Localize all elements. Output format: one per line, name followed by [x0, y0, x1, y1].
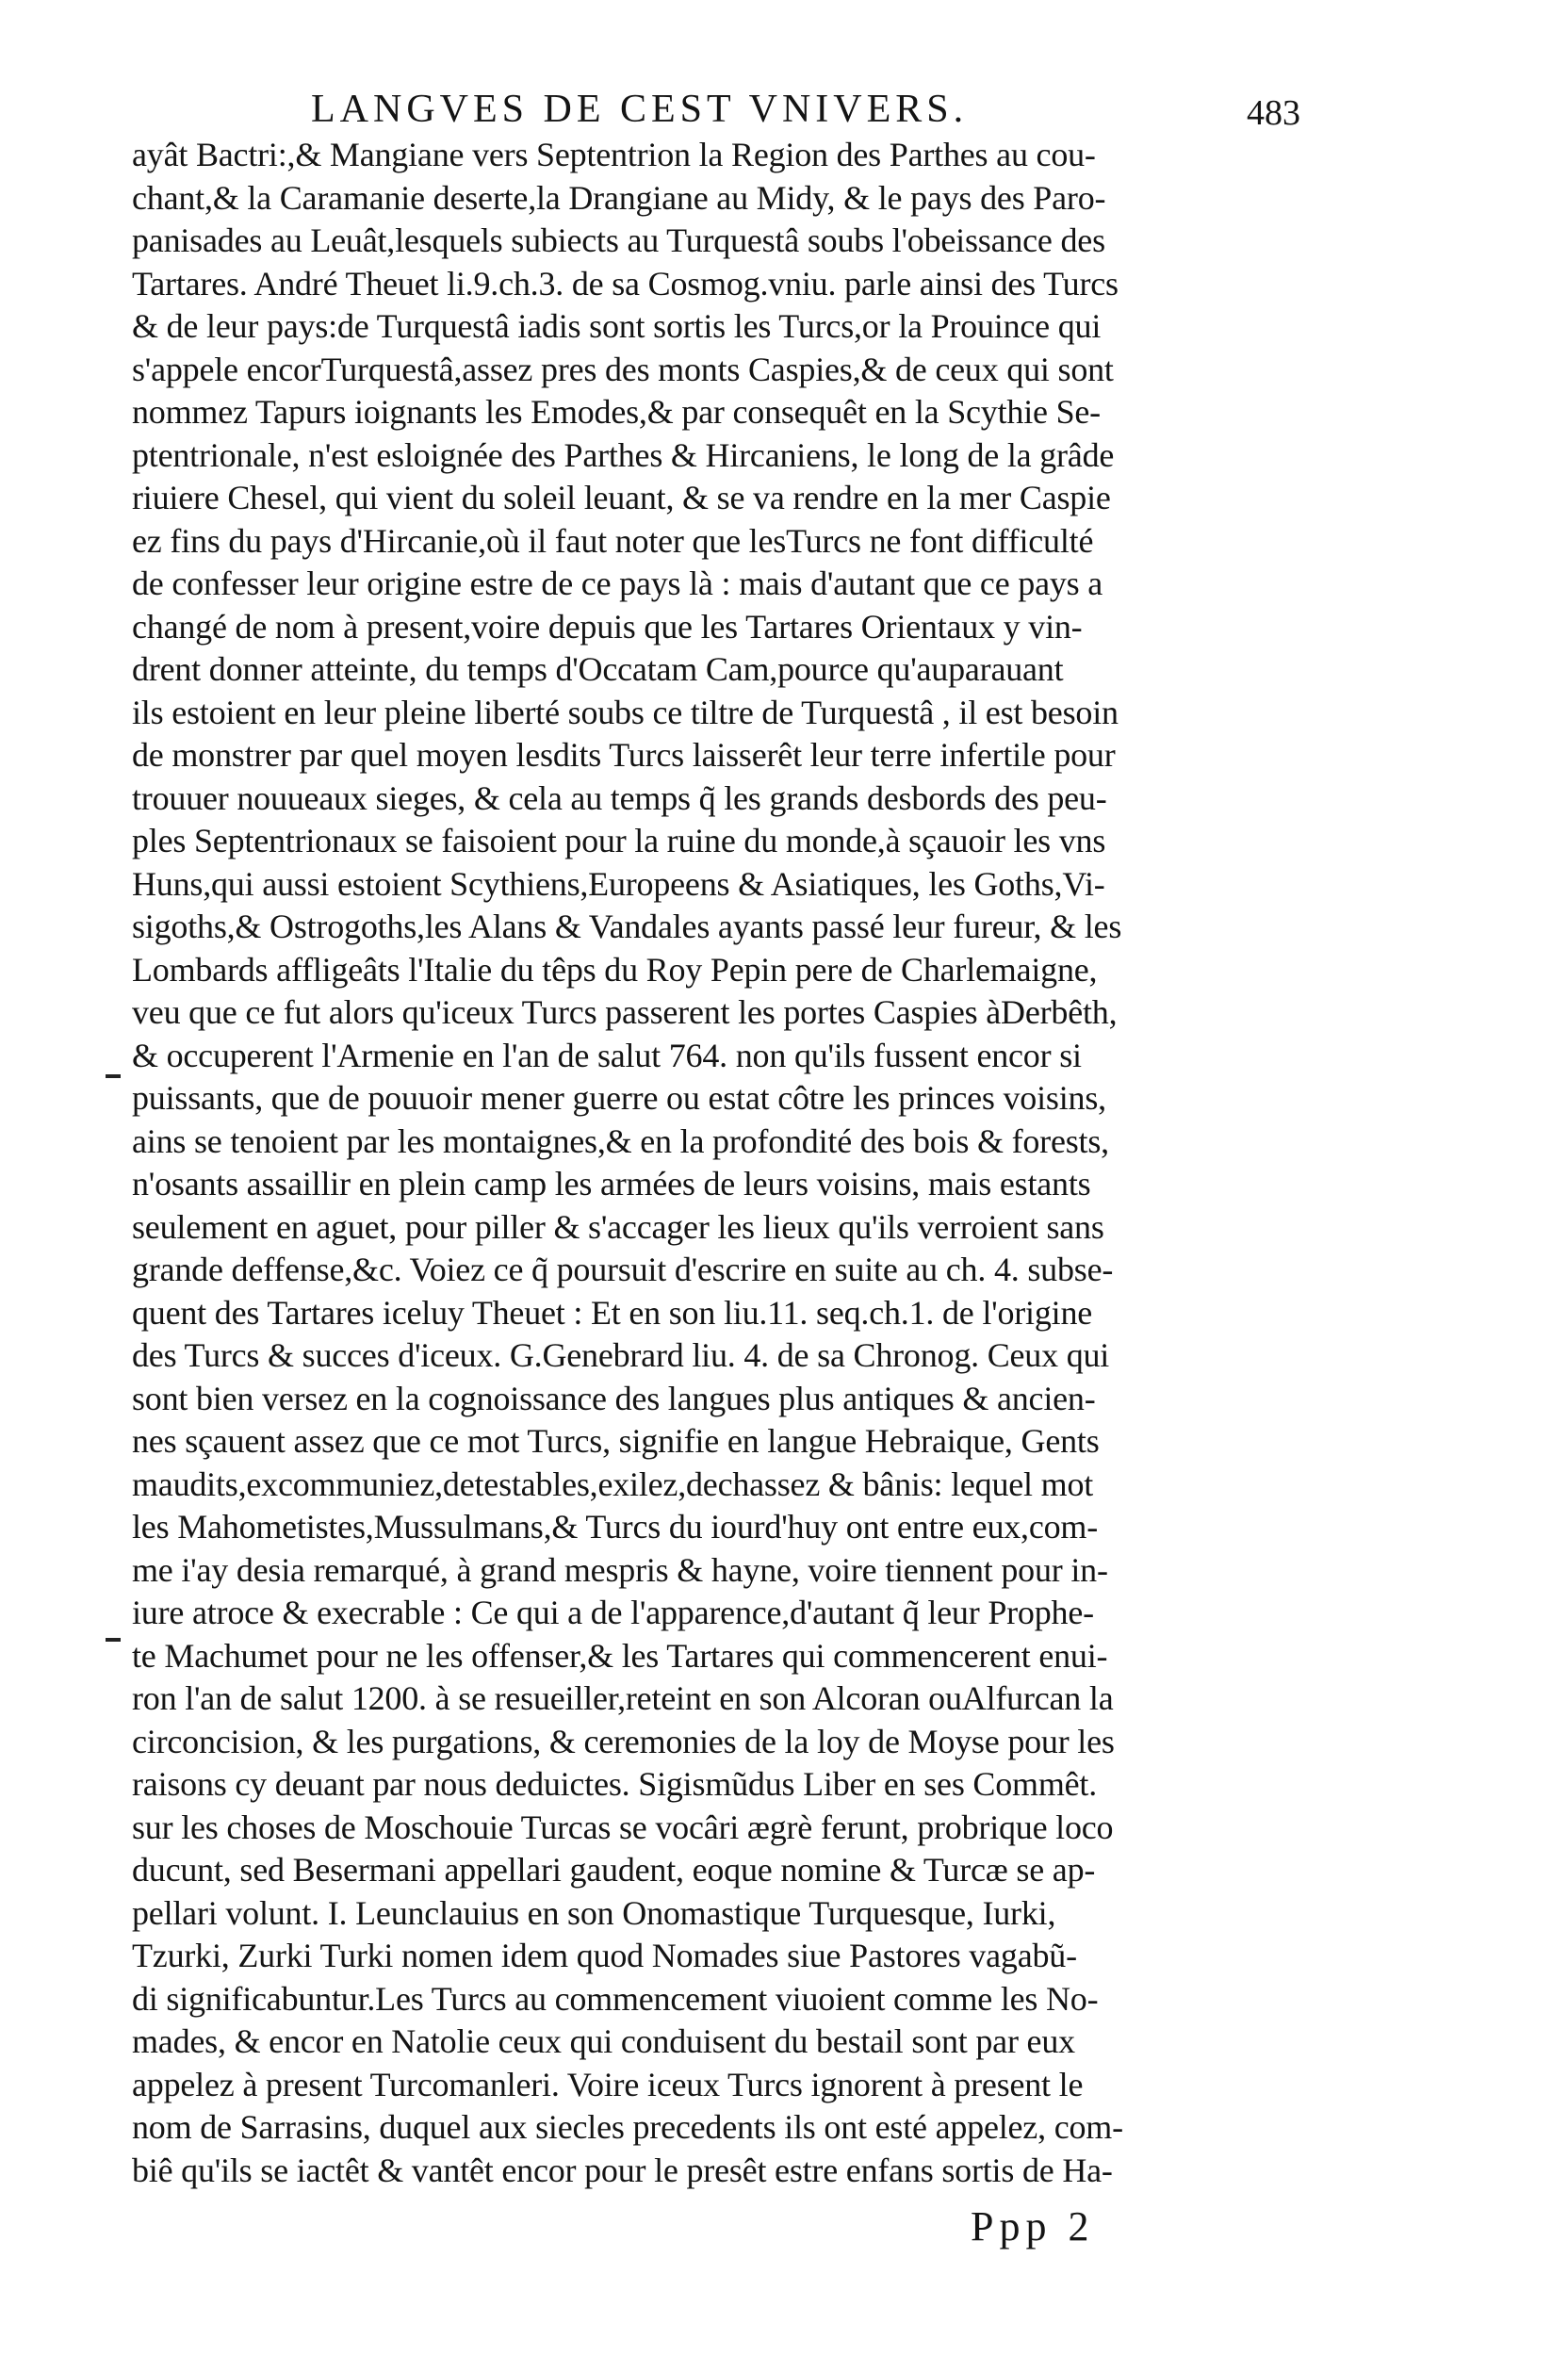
text-line: sont bien versez en la cognoissance des langues plus antiques & ancien- [132, 1379, 1096, 1417]
text-line: ron l'an de salut 1200. à se resueiller,reteint en son Alcoran ouAlfurcan la [132, 1679, 1114, 1717]
text-line: Lombards affligeâts l'Italie du têps du Roy Pepin pere de Charlemaigne, [132, 950, 1098, 989]
text-line: nes sçauent assez que ce mot Turcs, signifie en langue Hebraique, Gents [132, 1422, 1100, 1460]
margin-mark [106, 1074, 121, 1078]
text-line: ples Septentrionaux se faisoient pour la ruine du monde,à sçauoir les vns [132, 822, 1106, 859]
text-line: changé de nom à present,voire depuis que les Tartares Orientaux y vin- [132, 607, 1083, 646]
text-line: panisades au Leuât,lesquels subiects au Turquestâ soubs l'obeissance des [132, 221, 1105, 259]
text-line: ayât Bactri:,& Mangiane vers Septentrion la Region des Parthes au cou- [132, 136, 1096, 173]
text-line: nommez Tapurs ioignants les Emodes,& par consequêt en la Scythie Se- [132, 393, 1101, 431]
running-head: LANGVES DE CEST VNIVERS. [311, 88, 969, 131]
text-line: Tzurki, Zurki Turki nomen idem quod Nomades siue Pastores vagabũ- [132, 1937, 1077, 1974]
text-line: ez fins du pays d'Hircanie,où il faut noter que lesTurcs ne font difficulté [132, 521, 1094, 560]
text-line: & de leur pays:de Turquestâ iadis sont sortis les Turcs,or la Prouince qui [132, 307, 1102, 345]
text-line: raisons cy deuant par nous deduictes. Sigismũdus Liber en ses Commêt. [132, 1765, 1098, 1803]
text-line: veu que ce fut alors qu'iceux Turcs passerent les portes Caspies àDerbêth, [132, 993, 1118, 1031]
text-line: Huns,qui aussi estoient Scythiens,Europeens & Asiatiques, les Goths,Vi- [132, 864, 1105, 903]
text-line: Tartares. André Theuet li.9.ch.3. de sa Cosmog.vniu. parle ainsi des Turcs [132, 264, 1119, 303]
text-line: n'osants assaillir en plein camp les armées de leurs voisins, mais estants [132, 1165, 1091, 1203]
text-line: me i'ay desia remarqué, à grand mespris & hayne, voire tiennent pour in- [132, 1550, 1108, 1589]
text-line: & occuperent l'Armenie en l'an de salut 764. non qu'ils fussent encor si [132, 1036, 1082, 1074]
text-line: biê qu'ils se iactêt & vantêt encor pour le presêt estre enfans sortis de Ha- [132, 2151, 1113, 2189]
margin-mark [106, 1638, 121, 1642]
text-line: sigoths,& Ostrogoths,les Alans & Vandales ayants passé leur fureur, & les [132, 908, 1122, 945]
text-line: seulement en aguet, pour piller & s'accager les lieux qu'ils verroient sans [132, 1207, 1104, 1246]
text-line: maudits,excommuniez,detestables,exilez,dechassez & bânis: lequel mot [132, 1464, 1094, 1503]
text-line: ptentrionale, n'est esloignée des Parthes & Hircaniens, le long de la grâde [132, 435, 1115, 474]
text-line: ducunt, sed Besermani appellari gaudent, eoque nomine & Turcæ se ap- [132, 1851, 1096, 1889]
text-line: iure atroce & execrable : Ce qui a de l'apparence,d'autant q̃ leur Prophe- [132, 1594, 1094, 1631]
signature-mark: Ppp 2 [971, 2203, 1095, 2250]
text-line: chant,& la Caramanie deserte,la Drangiane au Midy, & le pays des Paro- [132, 178, 1106, 217]
text-line: trouuer nouueaux sieges, & cela au temps q̃ les grands desbords des peu- [132, 778, 1107, 817]
text-line: appelez à present Turcomanleri. Voire iceux Turcs ignorent à present le [132, 2065, 1084, 2103]
text-line: puissants, que de pouuoir mener guerre ou estat côtre les princes voisins, [132, 1079, 1106, 1117]
text-line: quent des Tartares iceluy Theuet : Et en son liu.11. seq.ch.1. de l'origine [132, 1293, 1093, 1332]
text-line: mades, & encor en Natolie ceux qui conduisent du bestail sont par eux [132, 2022, 1075, 2060]
text-line: di significabuntur.Les Turcs au commencement viuoient comme les No- [132, 1979, 1099, 2018]
text-line: riuiere Chesel, qui vient du soleil leuant, & se va rendre en la mer Caspie [132, 479, 1111, 516]
text-line: s'appele encorTurquestâ,assez pres des monts Caspies,& de ceux qui sont [132, 350, 1114, 388]
text-line: de monstrer par quel moyen lesdits Turcs laisserêt leur terre infertile pour [132, 736, 1116, 774]
text-line: sur les choses de Moschouie Turcas se vocâri ægrè ferunt, probrique loco [132, 1808, 1114, 1846]
text-line: des Turcs & succes d'iceux. G.Genebrard liu. 4. de sa Chronog. Ceux qui [132, 1336, 1110, 1374]
text-line: te Machumet pour ne les offenser,& les Tartares qui commencerent enui- [132, 1636, 1108, 1675]
page-number: 483 [1247, 93, 1300, 133]
text-line: pellari volunt. I. Leunclauius en son Onomastique Turquesque, Iurki, [132, 1893, 1056, 1932]
text-line: grande deffense,&c. Voiez ce q̃ poursuit d'escrire en suite au ch. 4. subse- [132, 1251, 1114, 1288]
text-line: de confesser leur origine estre de ce pays là : mais d'autant que ce pays a [132, 564, 1103, 602]
text-line: circoncision, & les purgations, & ceremonies de la loy de Moyse pour les [132, 1722, 1115, 1760]
text-line: les Mahometistes,Mussulmans,& Turcs du iourd'huy ont entre eux,com- [132, 1508, 1099, 1546]
text-line: ains se tenoient par les montaignes,& en la profondité des bois & forests, [132, 1121, 1109, 1160]
text-line: ils estoient en leur pleine liberté soubs ce tiltre de Turquestâ , il est besoin [132, 693, 1119, 731]
text-line: drent donner atteinte, du temps d'Occatam Cam,pource qu'auparauant [132, 650, 1064, 688]
body-text [132, 134, 1300, 2192]
text-line: nom de Sarrasins, duquel aux siecles precedents ils ont esté appelez, com- [132, 2108, 1123, 2146]
